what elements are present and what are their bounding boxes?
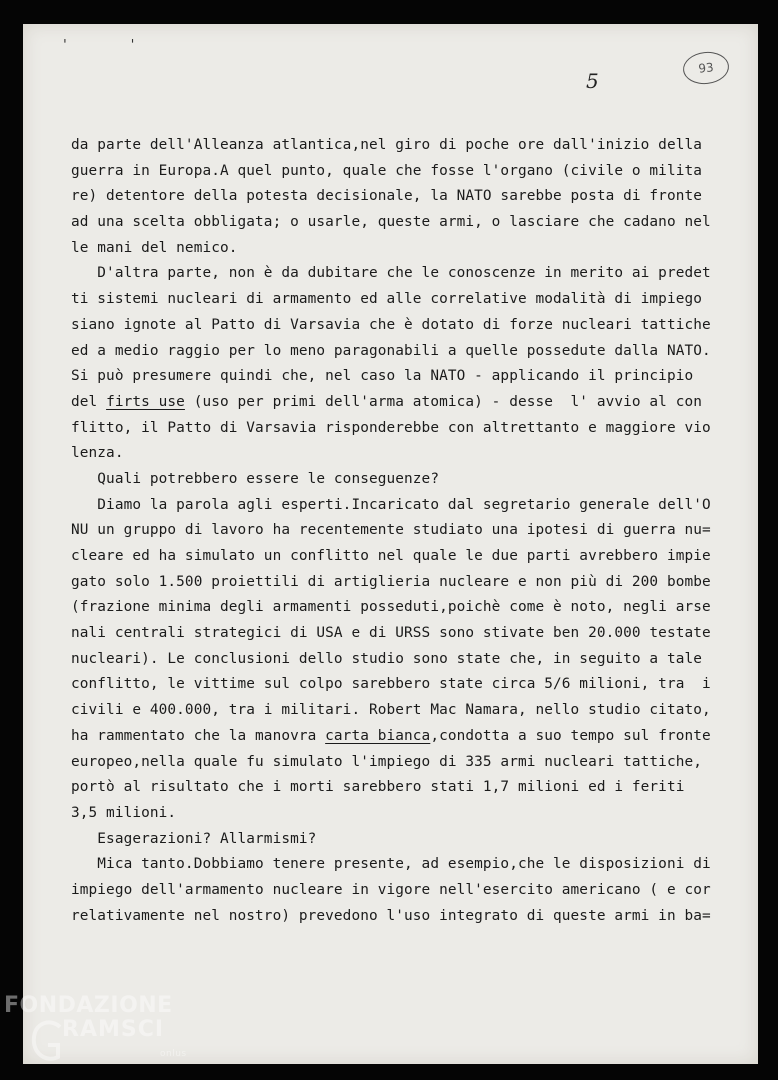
- text-segment: del: [71, 393, 107, 410]
- typed-text-body: [71, 133, 741, 929]
- text-segment: Si può presumere quindi che, nel caso la NATO - applicando il principio: [71, 368, 694, 385]
- foundation-watermark: [4, 993, 204, 1073]
- underlined-text: carta bianca: [325, 727, 431, 744]
- text-line: [71, 261, 741, 287]
- text-line: [71, 750, 741, 776]
- text-segment: guerra in Europa.A quel punto, quale che fosse l'organo (civile o milita: [71, 162, 702, 179]
- text-line: [71, 467, 741, 493]
- text-line: [71, 236, 741, 262]
- text-line: [71, 493, 741, 519]
- text-segment: siano ignote al Patto di Varsavia che è dotato di forze nucleari tattiche: [71, 316, 711, 333]
- typewritten-page: [23, 24, 758, 1064]
- text-segment: Mica tanto.Dobbiamo tenere presente, ad esempio,che le disposizioni di: [71, 856, 711, 873]
- text-line: [71, 621, 741, 647]
- text-segment: ,condotta a suo tempo sul fronte: [430, 727, 711, 744]
- text-segment: civili e 400.000, tra i militari. Robert Mac Namara, nello studio citato,: [71, 702, 711, 719]
- text-segment: Esagerazioni? Allarmismi?: [71, 830, 317, 847]
- text-segment: ad una scelta obbligata; o usarle, queste armi, o lasciare che cadano nel: [71, 214, 711, 231]
- text-segment: da parte dell'Alleanza atlantica,nel giro di poche ore dall'inizio della: [71, 137, 702, 153]
- text-line: [71, 570, 741, 596]
- watermark-g-swirl-icon: [30, 1017, 64, 1067]
- page-number: 5: [586, 69, 599, 93]
- text-segment: 3,5 milioni.: [71, 804, 177, 821]
- text-line: [71, 441, 741, 467]
- text-line: [71, 287, 741, 313]
- text-line: [71, 184, 741, 210]
- text-line: [71, 647, 741, 673]
- text-line: [71, 210, 741, 236]
- watermark-line-3: onlus: [160, 1049, 187, 1059]
- text-segment: (uso per primi dell'arma atomica) - desse l' avvio al con: [184, 393, 703, 410]
- text-line: [71, 801, 741, 827]
- text-segment: relativamente nel nostro) prevedono l'uso integrato di queste armi in ba=: [71, 907, 711, 924]
- watermark-line-2: RAMSCI: [62, 1017, 165, 1042]
- text-segment: Quali potrebbero essere le conseguenze?: [71, 470, 440, 487]
- text-line: [71, 313, 741, 339]
- text-segment: le mani del nemico.: [71, 239, 238, 256]
- text-segment: lenza.: [71, 445, 124, 462]
- text-segment: flitto, il Patto di Varsavia risponderebbe con altrettanto e maggiore vio: [71, 419, 711, 436]
- text-segment: (frazione minima degli armamenti posseduti,poichè come è noto, negli arse: [71, 599, 711, 616]
- text-line: [71, 672, 741, 698]
- text-line: [71, 133, 741, 159]
- text-line: [71, 724, 741, 750]
- text-line: [71, 595, 741, 621]
- text-segment: D'altra parte, non è da dubitare che le conoscenze in merito ai predet: [71, 265, 711, 282]
- corner-marks: ' ': [61, 38, 163, 53]
- text-line: [71, 544, 741, 570]
- text-segment: ed a medio raggio per lo meno paragonabili a quelle possedute dalla NATO.: [71, 342, 711, 359]
- text-line: [71, 339, 741, 365]
- text-segment: europeo,nella quale fu simulato l'impiego di 335 armi nucleari tattiche,: [71, 753, 702, 770]
- text-segment: gato solo 1.500 proiettili di artiglieria nucleare e non più di 200 bombe: [71, 573, 711, 590]
- text-line: [71, 904, 741, 930]
- text-segment: impiego dell'armamento nucleare in vigore nell'esercito americano ( e cor: [71, 881, 711, 898]
- text-segment: ha rammentato che la manovra: [71, 727, 326, 744]
- text-segment: ti sistemi nucleari di armamento ed alle correlative modalità di impiego: [71, 291, 702, 308]
- text-line: [71, 159, 741, 185]
- text-line: [71, 364, 741, 390]
- text-line: [71, 518, 741, 544]
- text-line: [71, 775, 741, 801]
- text-segment: nucleari). Le conclusioni dello studio sono state che, in seguito a tale: [71, 650, 702, 667]
- text-segment: NU un gruppo di lavoro ha recentemente studiato una ipotesi di guerra nu=: [71, 522, 711, 539]
- watermark-line-1: FONDAZIONE: [4, 993, 173, 1018]
- underlined-text: firts use: [106, 393, 185, 410]
- text-line: [71, 852, 741, 878]
- text-segment: portò al risultato che i morti sarebbero stati 1,7 milioni ed i feriti: [71, 779, 685, 796]
- text-segment: cleare ed ha simulato un conflitto nel quale le due parti avrebbero impie: [71, 548, 711, 564]
- text-segment: nali centrali strategici di USA e di URSS sono stivate ben 20.000 testate: [71, 625, 711, 642]
- text-line: [71, 878, 741, 904]
- text-line: [71, 416, 741, 442]
- text-segment: Diamo la parola agli esperti.Incaricato dal segretario generale dell'O: [71, 496, 711, 513]
- text-line: [71, 698, 741, 724]
- text-segment: conflitto, le vittime sul colpo sarebbero state circa 5/6 milioni, tra i: [71, 676, 711, 693]
- archive-number-stamp: 93: [681, 50, 730, 87]
- text-line: [71, 827, 741, 853]
- text-segment: re) detentore della potesta decisionale, la NATO sarebbe posta di fronte: [71, 188, 702, 205]
- text-line: [71, 390, 741, 416]
